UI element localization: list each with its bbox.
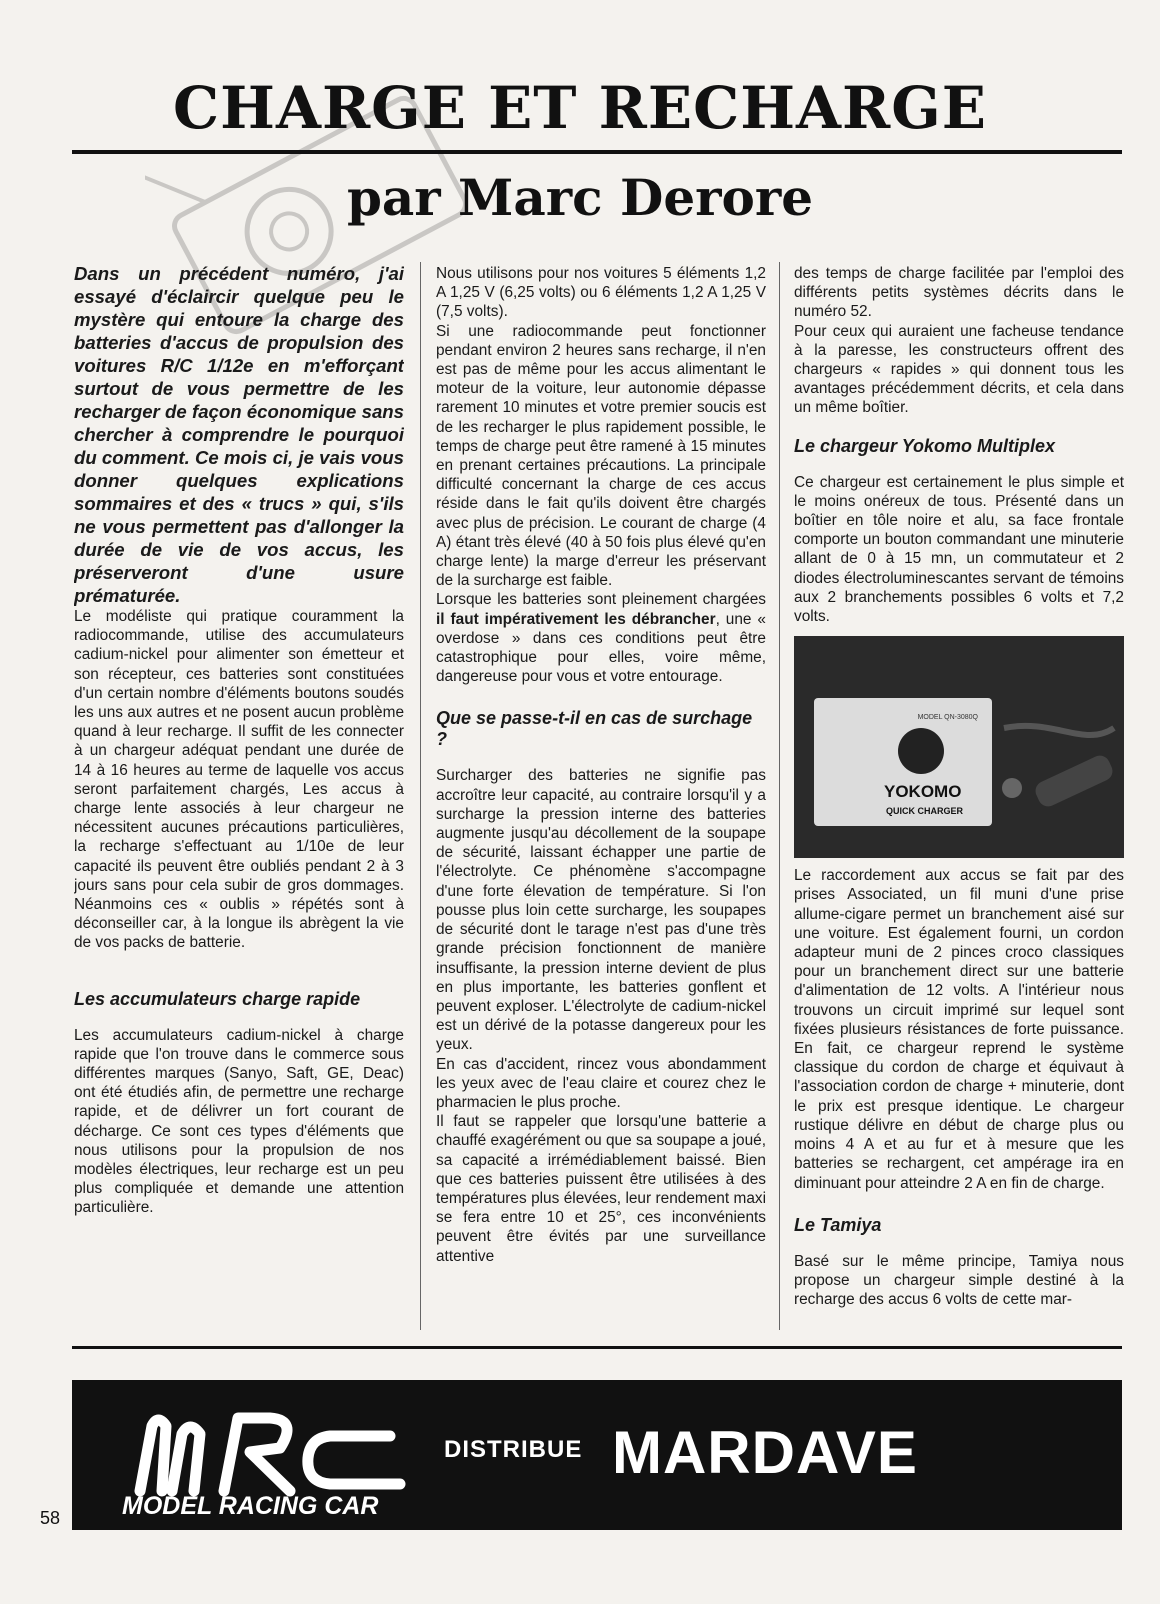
body-paragraph: Ce chargeur est certainement le plus simple et le moins onéreux de tous. Présenté dans un boîtier en tôle noire et alu, sa face frontale comporte un bouton commandant une minuterie allant de 0 à 15 mn, un commutateur et 2 diodes électroluminescantes servant de témoins aux 2 branchements possibles 6 volts et 7,2 volts. xyxy=(794,473,1124,626)
mrc-logo-subtitle: MODEL RACING CAR xyxy=(122,1492,379,1520)
warning-text: Lorsque les batteries sont pleinement chargées xyxy=(436,591,766,609)
charger-photo xyxy=(794,636,1124,858)
body-paragraph: Basé sur le même principe, Tamiya nous propose un chargeur simple destiné à la recharge des accus 6 volts de cette mar- xyxy=(794,1252,1124,1309)
body-paragraph: Si une radiocommande peut fonctionner pendant environ 2 heures sans recharge, il n'en est pas de même pour les accus alimentant le moteur de la voiture, leur autonomie dépasse rarement 10 minutes et votre premier soucis est de les recharger le plus rapidement possible, le temps de charge peut être ramené à 15 minutes en prenant certaines précautions. La principale difficulté concernant la charge de ces accus réside dans le fait qu'ils doivent être chargés avec plus de précision. Le courant de charge (4 A) étant très élevé (40 à 50 fois plus élevé qu'en charge lente) la marge d'erreur les préservant de la surcharge est faible. xyxy=(436,322,766,590)
charger-cable-icon xyxy=(994,708,1124,828)
timer-knob-icon xyxy=(898,728,944,774)
body-paragraph: Pour ceux qui auraient une facheuse tendance à la paresse, les constructeurs offrent des chargeurs « rapides » qui donnent tous les avantages précédemment décrits, et cela dans un même boîtier. xyxy=(794,322,1124,417)
ad-rule xyxy=(72,1346,1122,1349)
column-2 xyxy=(436,264,766,1324)
ad-distribue-text: DISTRIBUE xyxy=(444,1436,583,1463)
subheading-tamiya: Le Tamiya xyxy=(794,1214,882,1235)
body-paragraph: Surcharger des batteries ne signifie pas accroître leur capacité, au contraire lorsqu'il y a surcharge la pression interne des batteries augmente jusqu'au décollement de la soupape de sécurité, laissant échapper une partie de l'électrolyte. Ce phénomène s'accompagne d'une forte élevation de température. Si l'on pousse plus loin cette surcharge, les soupapes de sécurité dont le tarage n'est pas d'une très grande précision fonctionnent de manière insuffisante, la pression interne devient de plus en plus importante, les batteries gonflent et peuvent exploser. L'électrolyte de cadium-nickel est un dérivé de la potasse dangereux pour les yeux. xyxy=(436,767,766,1054)
charger-sub: QUICK CHARGER xyxy=(886,806,964,817)
charger-unit xyxy=(814,698,992,826)
body-paragraph: Le modéliste qui pratique couramment la radiocommande, utilise des accumulateurs cadium-nickel pour alimenter son émetteur et son récepteur, ces batteries sont constituées d'un certain nombre d'éléments boutons soudés les uns aux autres et ne posent aucun problème quand à leur recharge. Il suffit de les connecter à un chargeur adéquat pendant une durée de 14 à 16 heures au terme de laquelle vos accus seront parfaitement chargés, Les accus à charge lente associés à leur chargeur ne nécessitent aucunes précautions particulières, la recharge s'effectuant au 1/10e de leur capacité ils peuvent être oubliés pendant 2 à 3 jours sans pour cela subir de gros dommages. Néanmoins ces « oublis » répétés sont à déconseiller car, à la longue ils abrègent la vie de vos packs de batterie. xyxy=(74,608,404,952)
body-paragraph: Les accumulateurs cadium-nickel à charge rapide que l'on trouve dans le commerce sous différentes marques (Sanyo, Saft, GE, Deac) ont été étudiés afin, de permettre une recharge rapide, et de délivrer un fort courant de décharge. Ce sont ces types d'éléments que nous utilisons pour la propulsion de nos modèles électriques, leur recharge est un peu plus compliquée et demande une attention particulière. xyxy=(74,1026,404,1217)
column-3 xyxy=(794,264,1124,1324)
ad-brand-name: MARDAVE xyxy=(612,1419,918,1486)
body-paragraph-warning xyxy=(436,590,766,686)
body-paragraph: Nous utilisons pour nos voitures 5 éléments 1,2 A 1,25 V (6,25 volts) ou 6 éléments 1,2 A 1,25 V (7,5 volts). xyxy=(436,265,766,321)
column-divider xyxy=(779,262,780,1330)
intro-paragraph: Dans un précédent numéro, j'ai essayé d'éclaircir quelque peu le mystère qui entoure la charge des batteries d'accus de propulsion des voitures R/C 1/12e en m'efforçant surtout de vous permettre de les recharger de façon économique sans chercher à comprendre le pourquoi du comment. Ce mois ci, je vais vous donner quelques explications sommaires et des « trucs » qui, s'ils ne vous permettent pas d'allonger la durée de vie de vos accus, les préserveront d'une usure prématurée. xyxy=(74,263,404,606)
article-byline: par Marc Derore xyxy=(346,168,814,227)
subheading-accus: Les accumulateurs charge rapide xyxy=(74,988,361,1009)
charger-model-label: MODEL QN-3080Q xyxy=(917,714,978,722)
article-title: CHARGE ET RECHARGE xyxy=(173,74,987,142)
warning-text: , une « overdose » dans ces conditions peut être catastrophique pour elles, voire même, dangereuse pour vous et votre entourage. xyxy=(436,610,766,686)
body-paragraph: des temps de charge facilitée par l'emploi des différents petits systèmes décrits dans le numéro 52. xyxy=(794,265,1124,321)
subheading-yokomo: Le chargeur Yokomo Multiplex xyxy=(794,435,1056,456)
page-number: 58 xyxy=(40,1508,61,1528)
column-divider xyxy=(420,262,421,1330)
mrc-logo-icon xyxy=(120,1396,420,1506)
warning-emphasis: il faut impérativement les débrancher xyxy=(436,610,716,628)
mrc-advertisement xyxy=(72,1380,1122,1530)
title-rule xyxy=(72,150,1122,154)
body-paragraph: Le raccordement aux accus se fait par des prises Associated, un fil muni d'une prise allume-cigare permet un branchement aisé sur une voiture. Est également fourni, un cordon adapteur muni de 2 pinces croco classiques pour un branchement direct sur une batterie d'alimentation de 12 volts. A l'intérieur nous trouvons un circuit imprimé sur lequel sont fixées plusieurs résistances de forte puissance. En fait, ce chargeur reprend le système classique du cordon de charge et équivaut à l'association cordon de charge + minuterie, dont le prix est presque identique. Le chargeur rustique délivre en début de charge plus ou moins 4 A et au fur et à mesure que les batteries se rechargent, cet ampérage ira en diminuant pour atteindre 2 A en fin de charge. xyxy=(794,867,1124,1192)
subheading-surcharge: Que se passe-t-il en cas de surchage ? xyxy=(436,708,753,750)
body-paragraph: Il faut se rappeler que lorsqu'une batterie a chauffé exagérément ou que sa soupape a joué, sa capacité a irrémédiablement baissé. Bien que ces batteries puissent être utilisées à des températures plus élevées, leur rendement maxi se fera entre 10 et 25°, ces inconvénients peuvent être évités par une surveillance attentive xyxy=(436,1113,766,1265)
charger-brand: YOKOMO xyxy=(884,782,962,802)
column-1 xyxy=(74,262,404,1322)
body-paragraph: En cas d'accident, rincez vous abondamment les yeux avec de l'eau claire et courez chez le pharmacien le plus proche. xyxy=(436,1055,766,1111)
